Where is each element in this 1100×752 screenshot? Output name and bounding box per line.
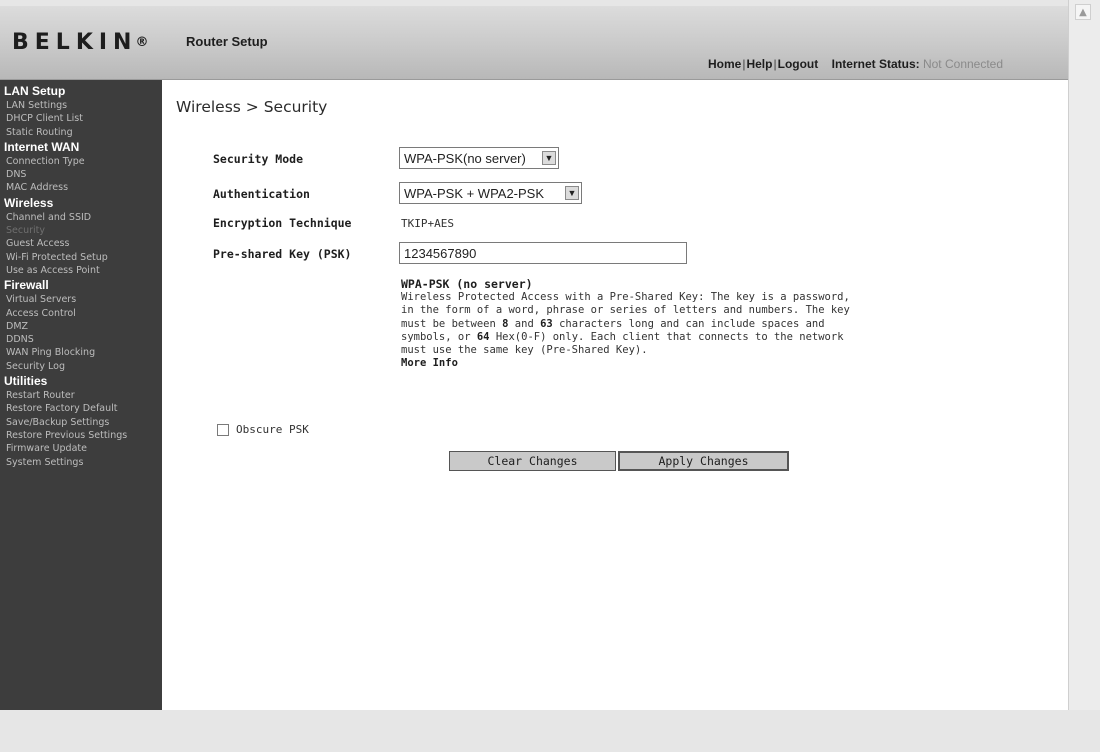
more-info-link[interactable]: More Info bbox=[401, 357, 458, 370]
sidebar-item-use-as-access-point[interactable]: Use as Access Point bbox=[6, 264, 100, 276]
clear-changes-button[interactable]: Clear Changes bbox=[449, 451, 616, 471]
obscure-psk-checkbox[interactable] bbox=[217, 424, 229, 436]
sidebar-item-wi-fi-protected-setup[interactable]: Wi-Fi Protected Setup bbox=[6, 251, 108, 263]
help-text-part: Wireless Protected Access with a Pre-Shared Key: The key is a password, in the form of a word, phrase or series of letters and numbers. The key must be between bbox=[401, 291, 850, 330]
apply-changes-button[interactable]: Apply Changes bbox=[618, 451, 789, 471]
chevron-down-icon[interactable]: ▼ bbox=[542, 151, 556, 165]
help-body bbox=[401, 291, 861, 357]
nav-separator: | bbox=[742, 57, 746, 71]
sidebar-item-guest-access[interactable]: Guest Access bbox=[6, 238, 70, 250]
authentication-label: Authentication bbox=[213, 187, 310, 201]
obscure-psk-label: Obscure PSK bbox=[236, 423, 309, 436]
sidebar-section-title: Wireless bbox=[4, 195, 54, 210]
sidebar-item-restore-previous-settings[interactable]: Restore Previous Settings bbox=[6, 429, 128, 441]
security-mode-select[interactable] bbox=[399, 147, 559, 169]
security-help-text bbox=[401, 278, 861, 370]
sidebar-item-wan-ping-blocking[interactable]: WAN Ping Blocking bbox=[6, 347, 96, 359]
internet-status-value: Not Connected bbox=[922, 57, 1004, 71]
obscure-psk-row bbox=[217, 423, 309, 436]
help-text-part: Hex(0-F) only. Each client that connects to the network must use the same key (Pre-Shared Key). bbox=[401, 330, 844, 357]
internet-status-label: Internet Status: bbox=[831, 57, 920, 71]
help-link[interactable]: Help bbox=[746, 57, 773, 71]
home-link[interactable]: Home bbox=[708, 57, 742, 71]
sidebar-section-title: LAN Setup bbox=[4, 84, 66, 98]
page-title: Wireless > Security bbox=[176, 98, 328, 116]
encryption-value: TKIP+AES bbox=[401, 217, 454, 230]
authentication-select[interactable] bbox=[399, 182, 582, 204]
vertical-scrollbar[interactable] bbox=[1068, 0, 1100, 710]
header-bar bbox=[0, 6, 1068, 80]
sidebar-item-firmware-update[interactable]: Firmware Update bbox=[6, 443, 87, 455]
psk-hex-length: 64 bbox=[476, 330, 490, 343]
logo-text: BELKIN bbox=[12, 30, 138, 55]
sidebar-nav bbox=[0, 80, 162, 710]
belkin-logo bbox=[12, 30, 148, 55]
sidebar-item-access-control[interactable]: Access Control bbox=[6, 307, 76, 319]
sidebar-item-virtual-servers[interactable]: Virtual Servers bbox=[6, 294, 77, 306]
app-title: Router Setup bbox=[186, 34, 268, 49]
help-text-part: characters long and can include spaces and symbols, or bbox=[401, 317, 825, 343]
top-nav bbox=[708, 57, 1003, 71]
nav-separator: | bbox=[773, 57, 777, 71]
sidebar-item-channel-and-ssid[interactable]: Channel and SSID bbox=[6, 211, 92, 223]
sidebar-item-ddns[interactable]: DDNS bbox=[6, 334, 34, 346]
sidebar-item-system-settings[interactable]: System Settings bbox=[6, 456, 84, 468]
psk-max-length: 63 bbox=[540, 317, 553, 330]
authentication-value: WPA-PSK + WPA2-PSK bbox=[404, 186, 545, 201]
sidebar-item-dhcp-client-list[interactable]: DHCP Client List bbox=[6, 113, 83, 125]
sidebar-item-save-backup-settings[interactable]: Save/Backup Settings bbox=[6, 416, 110, 428]
psk-min-length: 8 bbox=[502, 317, 509, 330]
sidebar-section-title: Utilities bbox=[4, 374, 48, 389]
sidebar-item-restart-router[interactable]: Restart Router bbox=[6, 390, 75, 402]
sidebar-item-connection-type[interactable]: Connection Type bbox=[6, 155, 85, 167]
psk-input[interactable]: 1234567890 bbox=[399, 242, 687, 264]
sidebar-item-dns[interactable]: DNS bbox=[6, 169, 27, 181]
security-mode-label: Security Mode bbox=[213, 152, 304, 166]
main-content bbox=[162, 80, 1068, 710]
logout-link[interactable]: Logout bbox=[777, 57, 819, 71]
security-mode-value: WPA-PSK(no server) bbox=[404, 151, 526, 166]
sidebar-item-static-routing[interactable]: Static Routing bbox=[6, 126, 73, 138]
encryption-label: Encryption Technique bbox=[213, 216, 352, 230]
logo-registered-mark: ® bbox=[135, 35, 149, 50]
sidebar-item-restore-factory-default[interactable]: Restore Factory Default bbox=[6, 403, 118, 415]
sidebar-section-title: Internet WAN bbox=[4, 139, 80, 154]
sidebar-item-dmz[interactable]: DMZ bbox=[6, 320, 29, 332]
help-text-part: and bbox=[508, 317, 541, 330]
sidebar-section-title: Firewall bbox=[4, 278, 49, 293]
chevron-down-icon[interactable]: ▼ bbox=[565, 186, 579, 200]
help-title: WPA-PSK (no server) bbox=[401, 277, 533, 291]
scroll-up-arrow-icon[interactable]: ▲ bbox=[1075, 4, 1091, 20]
psk-label: Pre-shared Key (PSK) bbox=[213, 247, 352, 261]
sidebar-item-security-log[interactable]: Security Log bbox=[6, 360, 65, 372]
router-admin-page bbox=[0, 6, 1068, 710]
sidebar-item-lan-settings[interactable]: LAN Settings bbox=[6, 100, 68, 111]
sidebar-item-mac-address[interactable]: MAC Address bbox=[6, 182, 69, 194]
sidebar-item-security[interactable]: Security bbox=[6, 225, 46, 237]
